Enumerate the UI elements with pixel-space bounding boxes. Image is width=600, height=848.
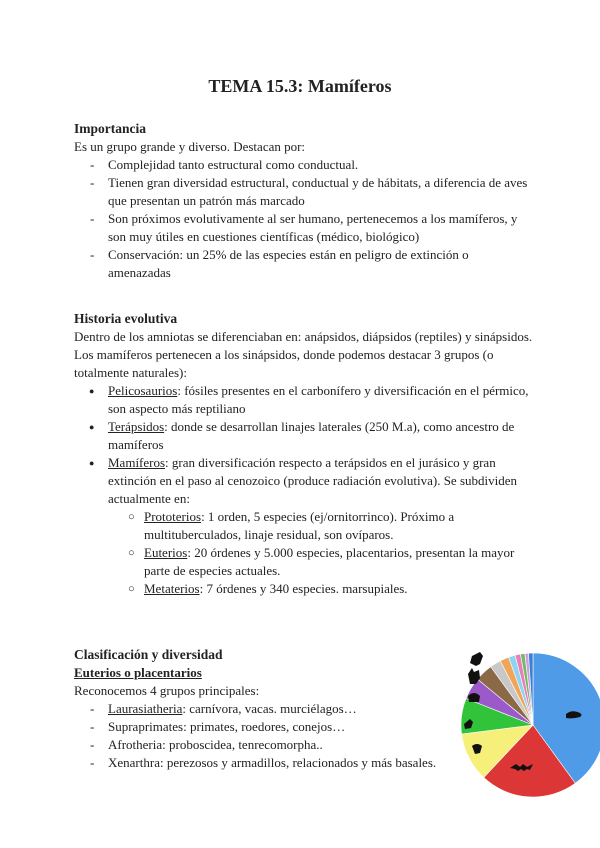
list-item xyxy=(74,454,534,598)
list-item: - Conservación: un 25% de las especies están en peligro de extinción o amenazadas xyxy=(74,246,534,282)
list-item xyxy=(108,544,534,580)
definition: : fósiles presentes en el carbonífero y diversificación en el pérmico, son aspecto más reptiliano xyxy=(108,383,529,416)
list-item xyxy=(108,580,534,598)
term: Supraprimates xyxy=(108,719,184,734)
list-item xyxy=(74,418,534,454)
section-intro: Reconocemos 4 grupos principales: xyxy=(74,683,260,698)
definition: : perezosos y armadillos, relacionados y más basales. xyxy=(159,755,437,770)
importancia-list xyxy=(74,156,534,282)
term: Afrotheria xyxy=(108,737,163,752)
list-item xyxy=(108,508,534,544)
clasificacion-list xyxy=(74,700,464,772)
section-clasificacion xyxy=(74,646,464,772)
list-item xyxy=(74,718,464,736)
list-item xyxy=(74,736,464,754)
term: Pelicosaurios xyxy=(108,383,178,398)
subheading: Euterios o placentarios xyxy=(74,665,202,680)
section-heading: Importancia xyxy=(74,121,146,136)
term: Euterios xyxy=(144,545,188,560)
term: Terápsidos xyxy=(108,419,165,434)
list-item: - Complejidad tanto estructural como conductual. xyxy=(74,156,534,174)
section-heading: Clasificación y diversidad xyxy=(74,647,223,662)
list-item xyxy=(74,754,464,772)
page-title: TEMA 15.3: Mamíferos xyxy=(208,76,392,96)
section-importancia xyxy=(74,120,534,282)
kangaroo-icon xyxy=(470,652,483,666)
list-item xyxy=(74,700,464,718)
section-historia xyxy=(74,310,534,598)
definition: : proboscidea, tenrecomorpha.. xyxy=(162,737,323,752)
definition: : carnívora, vacas. murciélagos… xyxy=(182,701,357,716)
list-item: - Tienen gran diversidad estructural, conductual y de hábitats, a diferencia de aves que presentan un patrón más marcado xyxy=(74,174,534,210)
list-item: - Son próximos evolutivamente al ser humano, pertenecemos a los mamíferos, y son muy útiles en cuestiones científicas (médico, biológico) xyxy=(74,210,534,246)
term: Prototerios xyxy=(144,509,202,524)
list-item xyxy=(74,382,534,418)
definition: : 20 órdenes y 5.000 especies, placentarios, presentan la mayor parte de especies actuales. xyxy=(144,545,515,578)
groups-list xyxy=(74,382,534,598)
section-heading: Historia evolutiva xyxy=(74,311,178,326)
definition: : gran diversificación respecto a terápsidos en el jurásico y gran extinción en el paso al cenozoico (produce radiación evolutiva). Se subdividen actualmente en: xyxy=(108,455,517,506)
definition: : primates, roedores, conejos… xyxy=(183,719,346,734)
paragraph: Dentro de los amniotas se diferenciaban en: anápsidos, diápsidos (reptiles) y sinápsidos. xyxy=(74,329,533,344)
subgroups-list xyxy=(108,508,534,598)
term: Xenarthra xyxy=(108,755,160,770)
definition: : 1 orden, 5 especies (ej/ornitorrinco). Próximo a multituberculados, linaje residual, son ovíparos. xyxy=(144,509,455,542)
paragraph: Los mamíferos pertenecen a los sinápsidos, donde podemos destacar 3 grupos (o totalmente naturales): xyxy=(74,347,494,380)
definition: : 7 órdenes y 340 especies. marsupiales. xyxy=(199,581,408,596)
term: Laurasiatheria xyxy=(108,701,183,716)
section-intro: Es un grupo grande y diverso. Destacan por: xyxy=(74,139,306,154)
term: Metaterios xyxy=(144,581,200,596)
definition: : donde se desarrollan linajes laterales (250 M.a), como ancestro de mamíferos xyxy=(108,419,515,452)
term: Mamíferos xyxy=(108,455,166,470)
pie-slices xyxy=(461,653,600,797)
diversity-pie-figure xyxy=(458,650,600,800)
